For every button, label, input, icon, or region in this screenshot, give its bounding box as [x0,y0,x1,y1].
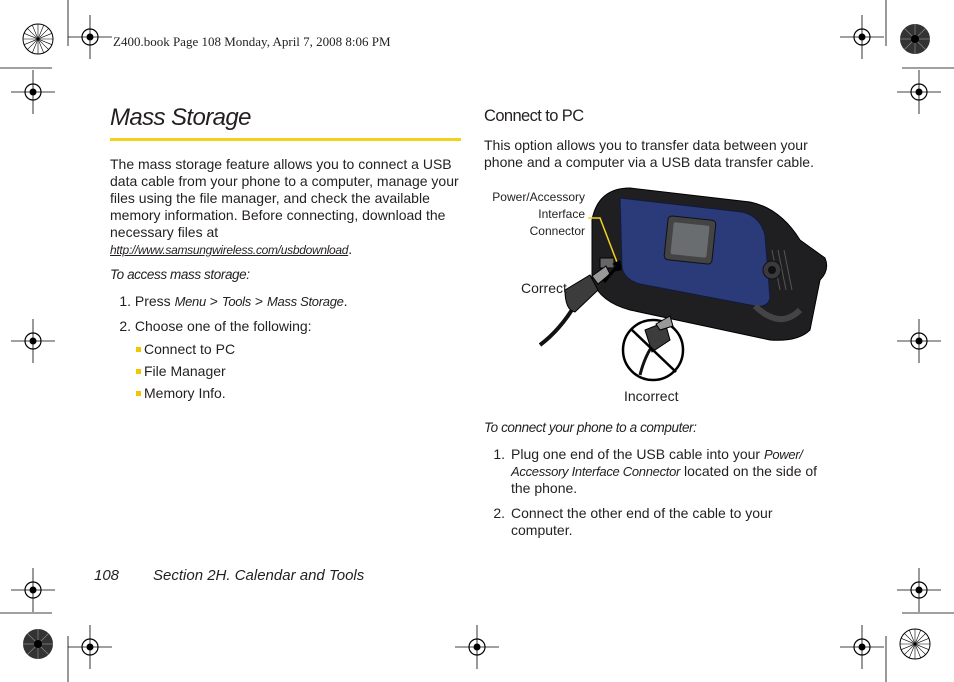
page-title: Mass Storage [110,104,251,131]
connector-label-line-3: Connector [529,224,585,238]
option-item [136,341,235,358]
phone-illustration [592,188,827,340]
option-label: Memory Info. [144,385,226,401]
link-tail: . [348,241,353,257]
option-label: Connect to PC [144,341,236,357]
bullet-icon [136,369,141,374]
mass-storage-label: Mass Storage [266,294,344,309]
bullet-icon [136,347,141,352]
connector-name: Power/ Accessory Interface Connector [511,447,803,479]
step-2-number: 2. [119,318,131,334]
option-item [136,385,226,402]
step-1-sep-2: > [254,293,264,309]
section-footer: Section 2H. Calendar and Tools [153,567,365,584]
connect-step-1-tail: located on the side of the phone. [511,463,818,496]
step-number: 2. [493,505,505,521]
bullet-icon [136,391,141,396]
connector-label-line-2: Interface [538,207,585,221]
option-item [136,363,226,380]
section-title: Connect to PC [484,107,584,125]
step-number: 1. [493,446,505,462]
print-header: Z400.book Page 108 Monday, April 7, 2008 8:06 PM [113,34,391,49]
procedure-title: To access mass storage: [110,267,250,282]
connect-step-1-prefix: Plug one end of the USB cable into your [511,446,761,462]
step-2 [117,318,312,335]
step-1-number: 1. [119,293,131,309]
step-1 [117,293,347,310]
step-1-tail: . [343,293,348,309]
tools-label: Tools [221,294,251,309]
step-1-sep-1: > [209,293,218,309]
right-intro: This option allows you to transfer data between your phone and a computer via a USB data transfer cable. [484,137,814,170]
intro-paragraph [110,156,462,259]
connect-step-2: Connect the other end of the cable to your computer. [511,505,773,538]
correct-label: Correct [521,280,567,296]
intro-text: The mass storage feature allows you to connect a USB data cable from your phone to a computer, manage your files using the file manager, and check the available memory information. Before connecting, download the necessary files at [110,156,459,240]
connector-label [460,189,585,240]
page-number: 108 [94,567,120,584]
step-1-prefix: Press [134,293,171,309]
connect-procedure-title: To connect your phone to a computer: [484,420,697,435]
menu-key-label: Menu [174,294,206,309]
download-link[interactable]: http://www.samsungwireless.com/usbdownload [110,243,349,257]
option-label: File Manager [144,363,226,379]
title-underline [110,138,461,141]
connect-step-1-number [491,446,505,463]
connect-step-2-number [491,505,505,522]
connector-label-line-1: Power/Accessory [492,190,585,204]
incorrect-label: Incorrect [624,388,679,404]
step-2-text: Choose one of the following: [134,318,312,334]
connect-step-1 [511,446,833,497]
usb-plug-correct [540,260,622,345]
prohibited-icon [623,316,683,380]
